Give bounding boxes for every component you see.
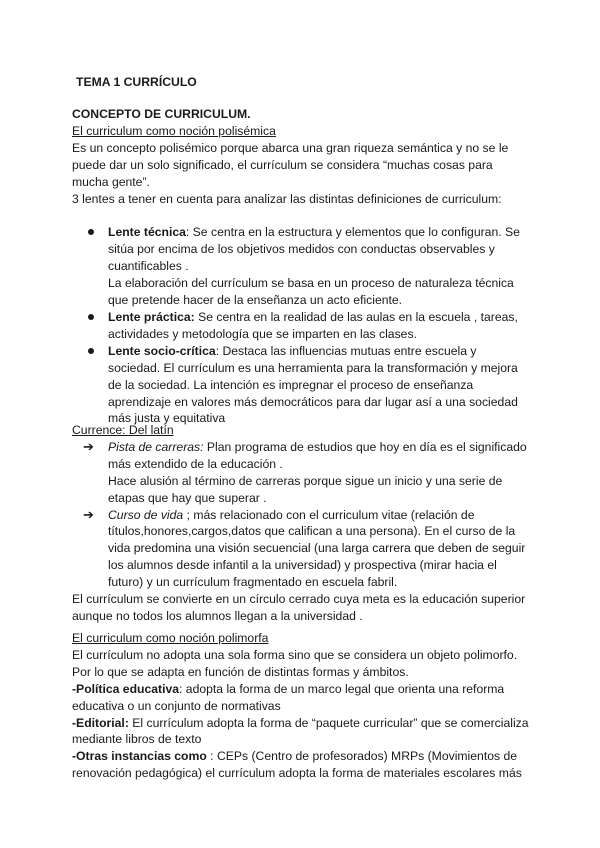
lens-text: Se centra en la realidad de las aulas en la escuela , tareas, actividades y metodología que se imparten en las clases. [108,309,518,341]
meaning-term: Pista de carreras: [108,439,204,454]
form-item [72,748,532,782]
section-heading: CONCEPTO DE CURRICULUM. [72,107,251,121]
lens-term: Lente práctica: [108,309,195,324]
meaning-term: Curso de vida [108,507,184,522]
section-subheading: El curriculum como noción polisémica [72,123,276,138]
lens-text: : Destaca las influencias mutuas entre escuela y sociedad. El currículum es una herramienta para la transformación y mejora de la sociedad. La intención es impregnar el proceso de enseñanza aprendizaje en valores más democráticos para dar lugar así a una sociedad más justa y equitativa [108,343,518,426]
form-item [72,715,532,749]
bullet-dot-icon [88,314,94,320]
lens-term: Lente técnica [108,225,186,240]
form-text: : adopta la forma de un marco legal que orienta una reforma educativa o un conjunto de normativas [72,681,505,713]
section-polimorfa [72,630,532,782]
form-text: El currículum adopta la forma de “paquete curricular” que se comercializa mediante libros de texto [72,715,529,747]
list-item [72,343,532,428]
lens-term: Lente socio-crítica [108,343,216,358]
list-item [72,439,532,507]
form-term: -Editorial: [72,715,129,730]
paragraph: El currículum no adopta una sola forma sino que se considera un objeto polimorfo. Por lo que se adapta en función de distintas formas y ámbitos. [72,647,518,679]
list-item [72,309,532,343]
document-title: TEMA 1 CURRÍCULO [76,75,197,89]
form-text: : CEPs (Centro de profesorados) MRPs (Movimientos de renovación pedagógica) el currículum adopta la forma de materiales escolares más [72,749,522,781]
form-item [72,681,532,715]
meaning-extra: Hace alusión al término de carreras porque sigue un inicio y una serie de etapas que hay que superar . [108,473,503,505]
lenses-list [72,224,532,427]
paragraph: 3 lentes a tener en cuenta para analizar las distintas definiciones de curriculum: [72,191,502,206]
paragraph: El currículum se convierte en un círculo cerrado cuya meta es la educación superior aunque no todos los alumnos llegan a la universidad . [72,592,526,623]
section-heading: El curriculum como noción polimorfa [72,631,269,645]
section-currence [72,422,532,625]
form-term: -Política educativa [72,681,180,696]
list-item [72,224,532,309]
list-item [72,507,532,592]
arrow-right-icon: ➔ [83,506,94,522]
lens-extra: La elaboración del currículum se basa en un proceso de naturaleza técnica que pretende hacer de la enseñanza un acto eficiente. [108,276,514,308]
meanings-list [72,439,532,591]
meaning-text: ; más relacionado con el curriculum vitae (relación de títulos,honores,cargos,datos que califican a una persona). En el curso de la vida predomina una visión secuencial (una larga carrera que deben de seguir los alumnos desde infantil a la universidad) y prospectiva (mirar hacia el futuro) y un currículum fragmentado en escuela fabril. [108,507,526,590]
meaning-text: Plan programa de estudios que hoy en día es el significado más extendido de la educación . [108,439,527,471]
bullet-dot-icon [88,348,94,354]
bullet-dot-icon [88,229,94,235]
paragraph: Es un concepto polisémico porque abarca una gran riqueza semántica y no se le puede dar un solo significado, el currículum se considera “muchas cosas para mucha gente”. [72,140,509,189]
lens-text: : Se centra en la estructura y elementos que lo configuran. Se sitúa por encima de los objetivos medidos con conductas observables y cuantificables . [108,225,520,274]
section-heading: Currence: Del latín [72,423,174,437]
section-concepto [72,106,532,427]
form-term: -Otras instancias como [72,749,207,764]
arrow-right-icon: ➔ [83,438,94,454]
